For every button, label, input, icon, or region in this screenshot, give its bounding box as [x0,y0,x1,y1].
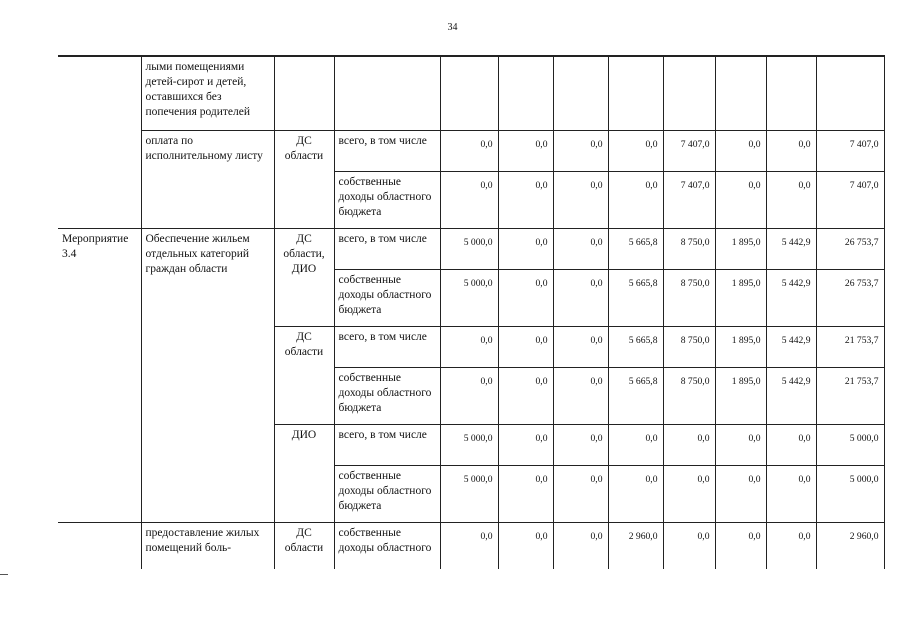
value-cell: 0,0 [498,327,553,368]
value-cell: 0,0 [715,425,766,466]
value-cell: 21 753,7 [816,368,884,425]
funding-source-cell: собственные доходы областного бюджета [334,466,440,523]
value-cell: 0,0 [498,466,553,523]
value-cell: 5 000,0 [440,229,498,270]
value-cell: 0,0 [553,523,608,570]
value-cell: 0,0 [440,131,498,172]
value-cell: 0,0 [766,172,816,229]
value-cell: 7 407,0 [816,172,884,229]
event-cell [58,57,141,229]
value-cell: 5 665,8 [608,327,663,368]
value-cell: 0,0 [553,131,608,172]
funding-source-cell: всего, в том числе [334,327,440,368]
value-cell: 0,0 [766,131,816,172]
value-cell: 5 000,0 [816,425,884,466]
value-cell [498,57,553,131]
value-cell: 0,0 [498,229,553,270]
value-cell: 0,0 [663,425,715,466]
executor-cell: ДС области, ДИО [274,229,334,327]
value-cell: 5 000,0 [816,466,884,523]
funding-source-cell: всего, в том числе [334,425,440,466]
executor-cell [274,57,334,131]
value-cell: 2 960,0 [608,523,663,570]
value-cell: 0,0 [766,523,816,570]
value-cell: 0,0 [715,131,766,172]
value-cell: 1 895,0 [715,368,766,425]
funding-source-cell: собственные доходы областного бюджета [334,172,440,229]
table-row [58,229,884,270]
event-cell: Мероприятие 3.4 [58,229,141,523]
description-cell: предоставление жилых помещений боль- [141,523,274,570]
value-cell: 7 407,0 [663,172,715,229]
value-cell: 1 895,0 [715,270,766,327]
executor-cell: ДС области [274,523,334,570]
value-cell: 8 750,0 [663,327,715,368]
value-cell: 5 000,0 [440,466,498,523]
value-cell: 5 442,9 [766,229,816,270]
value-cell [766,57,816,131]
value-cell: 26 753,7 [816,229,884,270]
value-cell: 0,0 [498,131,553,172]
value-cell: 5 000,0 [440,270,498,327]
value-cell: 26 753,7 [816,270,884,327]
value-cell: 0,0 [498,425,553,466]
value-cell: 0,0 [608,425,663,466]
value-cell: 0,0 [553,466,608,523]
funding-source-cell: всего, в том числе [334,229,440,270]
value-cell: 0,0 [766,425,816,466]
funding-source-cell: собственные доходы областного бюджета [334,270,440,327]
value-cell: 0,0 [715,466,766,523]
value-cell: 7 407,0 [663,131,715,172]
table-row [58,57,884,131]
value-cell: 0,0 [766,466,816,523]
value-cell: 5 442,9 [766,368,816,425]
value-cell: 5 665,8 [608,368,663,425]
value-cell: 5 442,9 [766,270,816,327]
budget-table [58,56,885,569]
value-cell: 0,0 [553,172,608,229]
value-cell: 21 753,7 [816,327,884,368]
value-cell: 0,0 [498,270,553,327]
value-cell: 0,0 [553,368,608,425]
value-cell: 2 960,0 [816,523,884,570]
value-cell: 0,0 [440,172,498,229]
description-cell: Обеспечение жильем отдельных категорий граждан области [141,229,274,523]
funding-source-cell: всего, в том числе [334,131,440,172]
budget-table-container [58,55,885,569]
table-row [58,523,884,570]
funding-source-cell [334,57,440,131]
value-cell: 0,0 [608,466,663,523]
value-cell: 5 442,9 [766,327,816,368]
value-cell: 0,0 [498,523,553,570]
value-cell: 1 895,0 [715,229,766,270]
value-cell: 0,0 [498,368,553,425]
value-cell: 0,0 [553,229,608,270]
value-cell: 0,0 [663,466,715,523]
event-cell [58,523,141,570]
executor-cell: ДИО [274,425,334,523]
value-cell: 5 665,8 [608,229,663,270]
value-cell: 5 000,0 [440,425,498,466]
value-cell: 7 407,0 [816,131,884,172]
funding-source-cell: собственные доходы областного бюджета [334,368,440,425]
value-cell: 8 750,0 [663,270,715,327]
value-cell [816,57,884,131]
value-cell [608,57,663,131]
value-cell [553,57,608,131]
value-cell: 5 665,8 [608,270,663,327]
table-row [58,131,884,172]
page-number: 34 [447,22,458,33]
value-cell: 0,0 [553,270,608,327]
value-cell: 0,0 [498,172,553,229]
value-cell: 0,0 [553,327,608,368]
value-cell: 0,0 [608,131,663,172]
value-cell: 0,0 [440,327,498,368]
value-cell: 0,0 [553,425,608,466]
value-cell: 0,0 [715,172,766,229]
value-cell: 0,0 [663,523,715,570]
value-cell: 0,0 [440,368,498,425]
value-cell: 0,0 [608,172,663,229]
value-cell: 8 750,0 [663,229,715,270]
description-cell: лыми помещениями детей-сирот и детей, оставшихся без попечения родителей [141,57,274,131]
value-cell [715,57,766,131]
margin-mark [0,574,8,575]
description-cell: оплата по исполнительному листу [141,131,274,229]
executor-cell: ДС области [274,131,334,229]
value-cell [663,57,715,131]
funding-source-cell: собственные доходы областного [334,523,440,570]
value-cell: 0,0 [440,523,498,570]
value-cell: 0,0 [715,523,766,570]
value-cell: 8 750,0 [663,368,715,425]
value-cell: 1 895,0 [715,327,766,368]
executor-cell: ДС области [274,327,334,425]
value-cell [440,57,498,131]
